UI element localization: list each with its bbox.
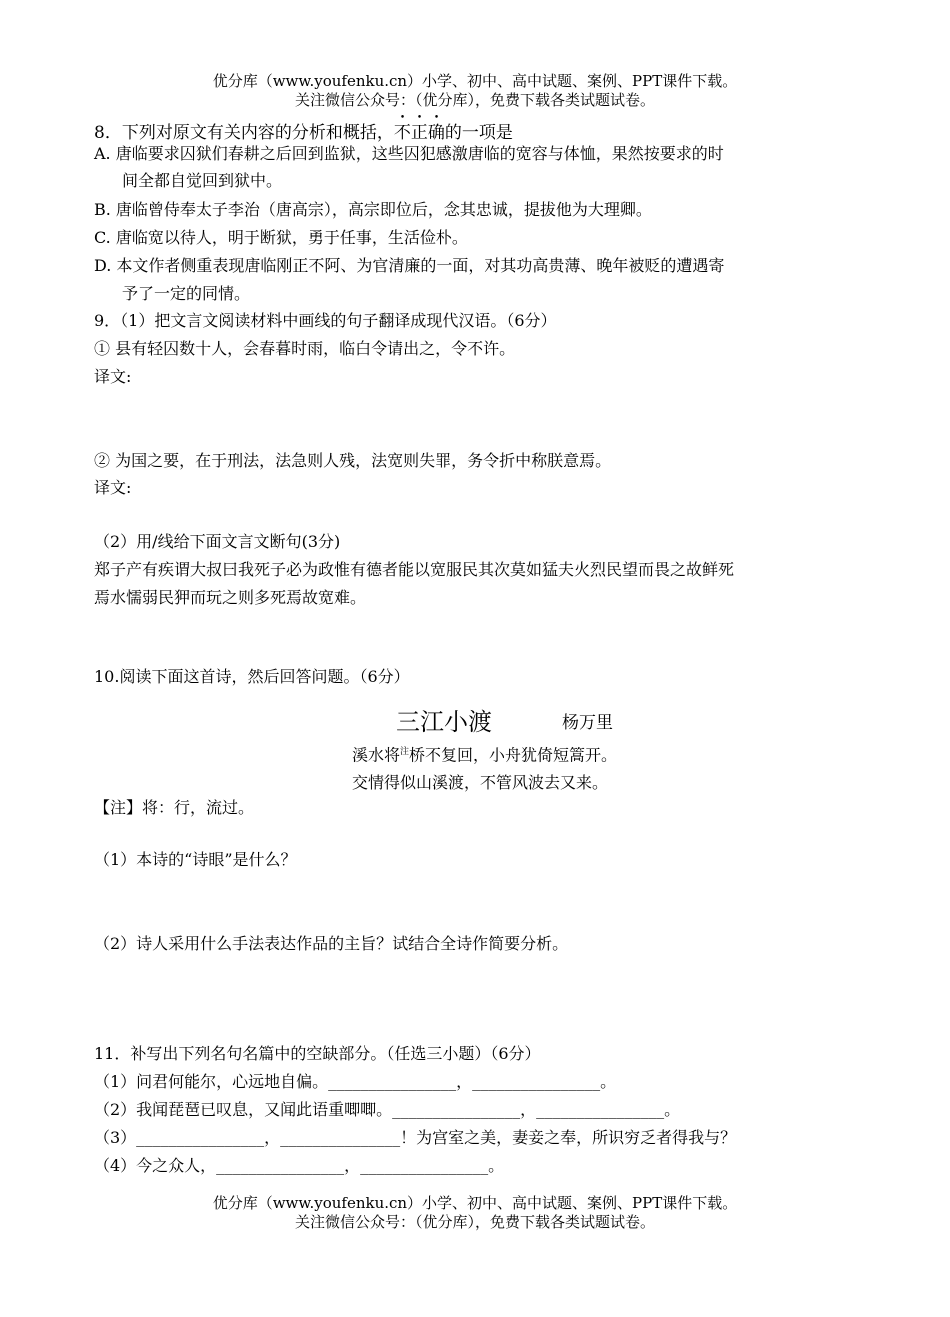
- poem-author: 杨万里: [562, 713, 613, 733]
- footer-line-2: 关注微信公众号：（优分库），免费下载各类试题试卷。: [294, 1213, 655, 1231]
- poem-note: 【注】将：行，流过。: [94, 798, 255, 817]
- q10-stem: 10.阅读下面这首诗，然后回答问题。（6分）: [94, 667, 410, 686]
- poem-line-2: 交情得似山溪渡，不管风波去又来。: [352, 773, 609, 792]
- q8-option-d-line-2: 予了一定的同情。: [122, 284, 251, 303]
- q8-stem: 8．下列对原文有关内容的分析和概括，不正确的一项是: [94, 123, 513, 143]
- q11-stem: 11．补写出下列名句名篇中的空缺部分。（任选三小题）（6分）: [94, 1044, 541, 1063]
- q11-item-4: （4）今之众人，________________，________________。: [94, 1156, 505, 1175]
- q11-item-2: （2）我闻琵琶已叹息，又闻此语重唧唧。________________，________________。: [94, 1100, 681, 1119]
- q9-passage-line-1: 郑子产有疾谓大叔曰我死子必为政惟有德者能以宽服民其次莫如猛夫火烈民望而畏之故鲜死: [94, 560, 735, 579]
- poem-line-1: 溪水将$^注$桥不复回，小舟犹倚短篙开。: [352, 745, 618, 765]
- q8-option-c: C. 唐临宽以待人，明于断狱，勇于任事，生活俭朴。: [94, 228, 468, 247]
- q10-subquestion-2: （2）诗人采用什么手法表达作品的主旨？试结合全诗作简要分析。: [94, 934, 569, 953]
- q11-item-1: （1）问君何能尔，心远地自偏。________________，________________。: [94, 1072, 617, 1091]
- header-line-1: 优分库（www.youfenku.cn）小学、初中、高中试题、案例、PPT课件下载。: [212, 72, 738, 90]
- q9-translation-label-2: 译文:: [94, 478, 132, 497]
- q8-option-a-line-1: A. 唐临要求囚狱们春耕之后回到监狱，这些囚犯感激唐临的宽容与体恤，果然按要求的时: [94, 144, 724, 163]
- q8-option-b: B. 唐临曾侍奉太子李治（唐高宗），高宗即位后，念其忠诚，提拔他为大理卿。: [94, 200, 652, 219]
- q9-sentence-2: ② 为国之要，在于刑法，法急则人残，法宽则失罪，务令折中称朕意焉。: [94, 451, 612, 470]
- poem-note-marker: 注: [400, 747, 410, 757]
- header-line-2: 关注微信公众号：（优分库），免费下载各类试题试卷。: [294, 91, 655, 109]
- q8-option-a-line-2: 间全都自觉回到狱中。: [122, 171, 283, 190]
- q8-option-d-line-1: D. 本文作者侧重表现唐临刚正不阿、为官清廉的一面，对其功高贵薄、晚年被贬的遭遇寄: [94, 256, 725, 275]
- q9-sentence-1: ① 县有轻囚数十人，会春暮时雨，临白令请出之，令不许。: [94, 339, 516, 358]
- q9-translation-label-1: 译文:: [94, 367, 132, 386]
- q9-part2-stem: （2）用/线给下面文言文断句(3分): [94, 532, 341, 551]
- q9-passage-line-2: 焉水懦弱民狎而玩之则多死焉故宽难。: [94, 588, 367, 607]
- footer-line-1: 优分库（www.youfenku.cn）小学、初中、高中试题、案例、PPT课件下载。: [212, 1194, 738, 1212]
- q8-stem-emphasis: 不正确: [393, 123, 445, 143]
- q10-subquestion-1: （1）本诗的“诗眼”是什么？: [94, 850, 297, 869]
- poem-title: 三江小渡: [396, 708, 492, 736]
- q9-stem: 9．（1）把文言文阅读材料中画线的句子翻译成现代汉语。（6分）: [94, 311, 557, 330]
- q11-item-3: （3）________________，_______________！为宫室之美，妻妾之奉，所识穷乏者得我与？: [94, 1128, 737, 1147]
